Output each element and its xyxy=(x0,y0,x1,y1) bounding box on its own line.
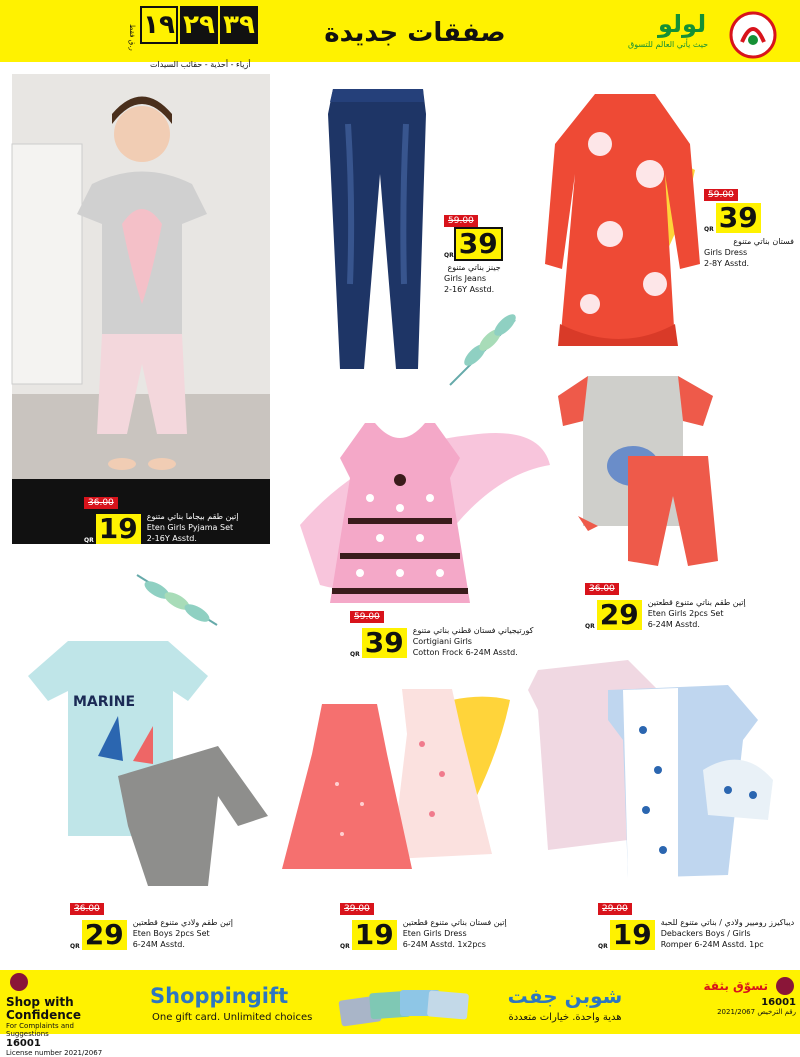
product-description xyxy=(704,236,794,269)
shop-with-confidence-ar-block xyxy=(670,975,796,1016)
pink-polka-frock-image xyxy=(310,418,490,608)
price: 19 xyxy=(610,920,655,950)
product-sizes: Romper 6-24M Asstd. 1pc xyxy=(660,940,764,949)
price-box xyxy=(84,511,141,544)
brand-tagline-ar: هدية واحدة. خيارات متعددة xyxy=(508,1012,622,1023)
price-box xyxy=(340,917,397,950)
price: 19 xyxy=(352,920,397,950)
currency-label: QR xyxy=(340,943,350,950)
price: 39 xyxy=(456,229,501,259)
eten-girls-dresses-image xyxy=(282,684,500,876)
currency-label: QR xyxy=(598,943,608,950)
product-name-ar: ديباكيرز روميير ولادي / بناتي متنوع للحبة xyxy=(660,918,795,927)
pyjama-price-tag xyxy=(84,490,239,544)
product-sizes: 2-16Y Asstd. xyxy=(444,285,495,294)
lulu-mark-icon xyxy=(728,10,778,60)
product-name-en: Girls Jeans xyxy=(444,274,487,283)
brand-accent: gift xyxy=(246,984,289,1008)
eten-girls-dress-price-tag xyxy=(340,896,507,950)
romper-price-tag xyxy=(598,896,794,950)
lulu-logo xyxy=(618,10,778,60)
price: 39 xyxy=(716,203,761,233)
product-name-ar: كورتيجياني فستان قطني بناتي متنوع xyxy=(412,626,534,635)
brand-name: Shoppin xyxy=(150,984,247,1008)
old-price: 59.00 xyxy=(444,215,478,227)
currency-label: QR xyxy=(84,537,94,544)
tiles-caption: ر.ق فقط xyxy=(128,24,136,51)
leaf-icon xyxy=(445,310,530,390)
product-name-ar: فستان بناتي متنوع xyxy=(733,237,794,246)
price-tile: ١٩ xyxy=(140,6,178,44)
shoppingift-logo xyxy=(150,984,288,1008)
product-sizes: 2-8Y Asstd. xyxy=(704,259,750,268)
pyjama-photo xyxy=(12,74,270,544)
currency-label: QR xyxy=(70,943,80,950)
price-box xyxy=(598,917,655,950)
price-tile: ٣٩ xyxy=(220,6,258,44)
currency-label: QR xyxy=(350,651,360,658)
jeans-image xyxy=(318,84,438,374)
product-description xyxy=(133,917,233,950)
product-name-ar: إتين طقم بيجاما بناتي متنوع xyxy=(146,512,239,521)
product-name-en: Cortigiani Girls xyxy=(412,637,472,646)
confidence-title-2: Confidence xyxy=(6,1008,82,1022)
price: 19 xyxy=(96,514,141,544)
ministry-emblem-icon xyxy=(774,975,796,997)
boys-2pcs-set-image xyxy=(28,636,270,892)
price-box xyxy=(704,203,794,233)
product-sizes: 6-24M Asstd. xyxy=(647,620,700,629)
currency-label: QR xyxy=(704,226,714,233)
old-price: 59.00 xyxy=(704,189,738,201)
product-description xyxy=(403,917,507,950)
product-description xyxy=(648,597,746,630)
old-price: 36.00 xyxy=(585,583,619,595)
price-box xyxy=(585,597,642,630)
girls-2pcs-price-tag xyxy=(585,576,746,630)
girl-pyjama-illustration xyxy=(12,74,270,544)
boys-2pcs-price-tag xyxy=(70,896,233,950)
product-name-en: Debackers Boys / Girls xyxy=(660,929,751,938)
complaints-label: For Complaints and Suggestions xyxy=(6,1022,74,1038)
price: 29 xyxy=(82,920,127,950)
girls-dress-price-tag xyxy=(704,182,794,269)
svg-text:MARINE: MARINE xyxy=(73,694,136,710)
logo-wordmark: لولو xyxy=(658,10,707,38)
currency-label: QR xyxy=(585,623,595,630)
price: 39 xyxy=(362,628,407,658)
product-name-en: Girls Dress xyxy=(704,248,748,257)
price: 29 xyxy=(597,600,642,630)
old-price: 59.00 xyxy=(350,611,384,623)
product-name-ar: إتين طقم بناتي متنوع قطعتين xyxy=(647,598,746,607)
product-description xyxy=(661,917,795,950)
product-name-ar: إتين فستان بناتي متنوع قطعتين xyxy=(402,918,507,927)
product-name-en: Eten Girls Pyjama Set xyxy=(146,523,234,532)
product-description xyxy=(147,511,239,544)
price-box xyxy=(444,229,501,259)
price-box xyxy=(70,917,127,950)
currency-label: QR xyxy=(444,252,454,259)
shop-with-confidence-block xyxy=(6,972,116,1057)
old-price: 39.00 xyxy=(340,903,374,915)
price-tiles xyxy=(140,6,258,44)
product-sizes: 2-16Y Asstd. xyxy=(146,534,197,543)
hotline-number: 16001 xyxy=(6,1038,41,1049)
logo-tagline: حيث يأتي العالم للتسوق xyxy=(628,40,709,49)
product-name-en: Eten Boys 2pcs Set xyxy=(132,929,210,938)
product-name-en: Eten Girls 2pcs Set xyxy=(647,609,724,618)
product-description xyxy=(444,262,501,295)
ministry-emblem-icon xyxy=(6,972,32,992)
confidence-title-ar: تسوّق بثقة xyxy=(703,979,768,993)
girls-2pcs-set-image xyxy=(558,366,728,578)
license-number-ar: 2021/2067 رقم الترخيص xyxy=(717,1008,796,1016)
product-description xyxy=(413,625,534,658)
gift-cards-image xyxy=(340,982,470,1028)
old-price: 36.00 xyxy=(84,497,118,509)
rompers-image xyxy=(528,650,776,882)
product-sizes: Cotton Frock 6-24M Asstd. xyxy=(412,648,518,657)
red-floral-dress-image xyxy=(540,84,710,356)
leaf-icon xyxy=(132,565,222,635)
old-price: 36.00 xyxy=(70,903,104,915)
hotline-number: 16001 xyxy=(761,997,796,1008)
old-price: 29.00 xyxy=(598,903,632,915)
product-name-en: Eten Girls Dress xyxy=(402,929,467,938)
confidence-title-1: Shop with xyxy=(6,995,74,1009)
price-tile: ٢٩ xyxy=(180,6,218,44)
brand-tagline: One gift card. Unlimited choices xyxy=(152,1012,313,1023)
jeans-price-tag xyxy=(444,208,501,295)
price-box xyxy=(350,625,407,658)
frock-price-tag xyxy=(350,604,533,658)
license-number: License number 2021/2067 xyxy=(6,1049,103,1057)
brand-name-ar: شوبن جفت xyxy=(507,984,623,1008)
categories-line: أزياء - أحذية - حقائب السيدات xyxy=(150,60,251,69)
header-strip xyxy=(0,62,800,74)
product-sizes: 6-24M Asstd. xyxy=(132,940,185,949)
promo-title: صفقات جديدة xyxy=(324,18,506,48)
product-name-ar: جينز بناتي متنوع xyxy=(447,263,501,272)
product-name-ar: إتين طقم ولادي متنوع قطعتين xyxy=(132,918,233,927)
product-sizes: 6-24M Asstd. 1x2pcs xyxy=(402,940,486,949)
